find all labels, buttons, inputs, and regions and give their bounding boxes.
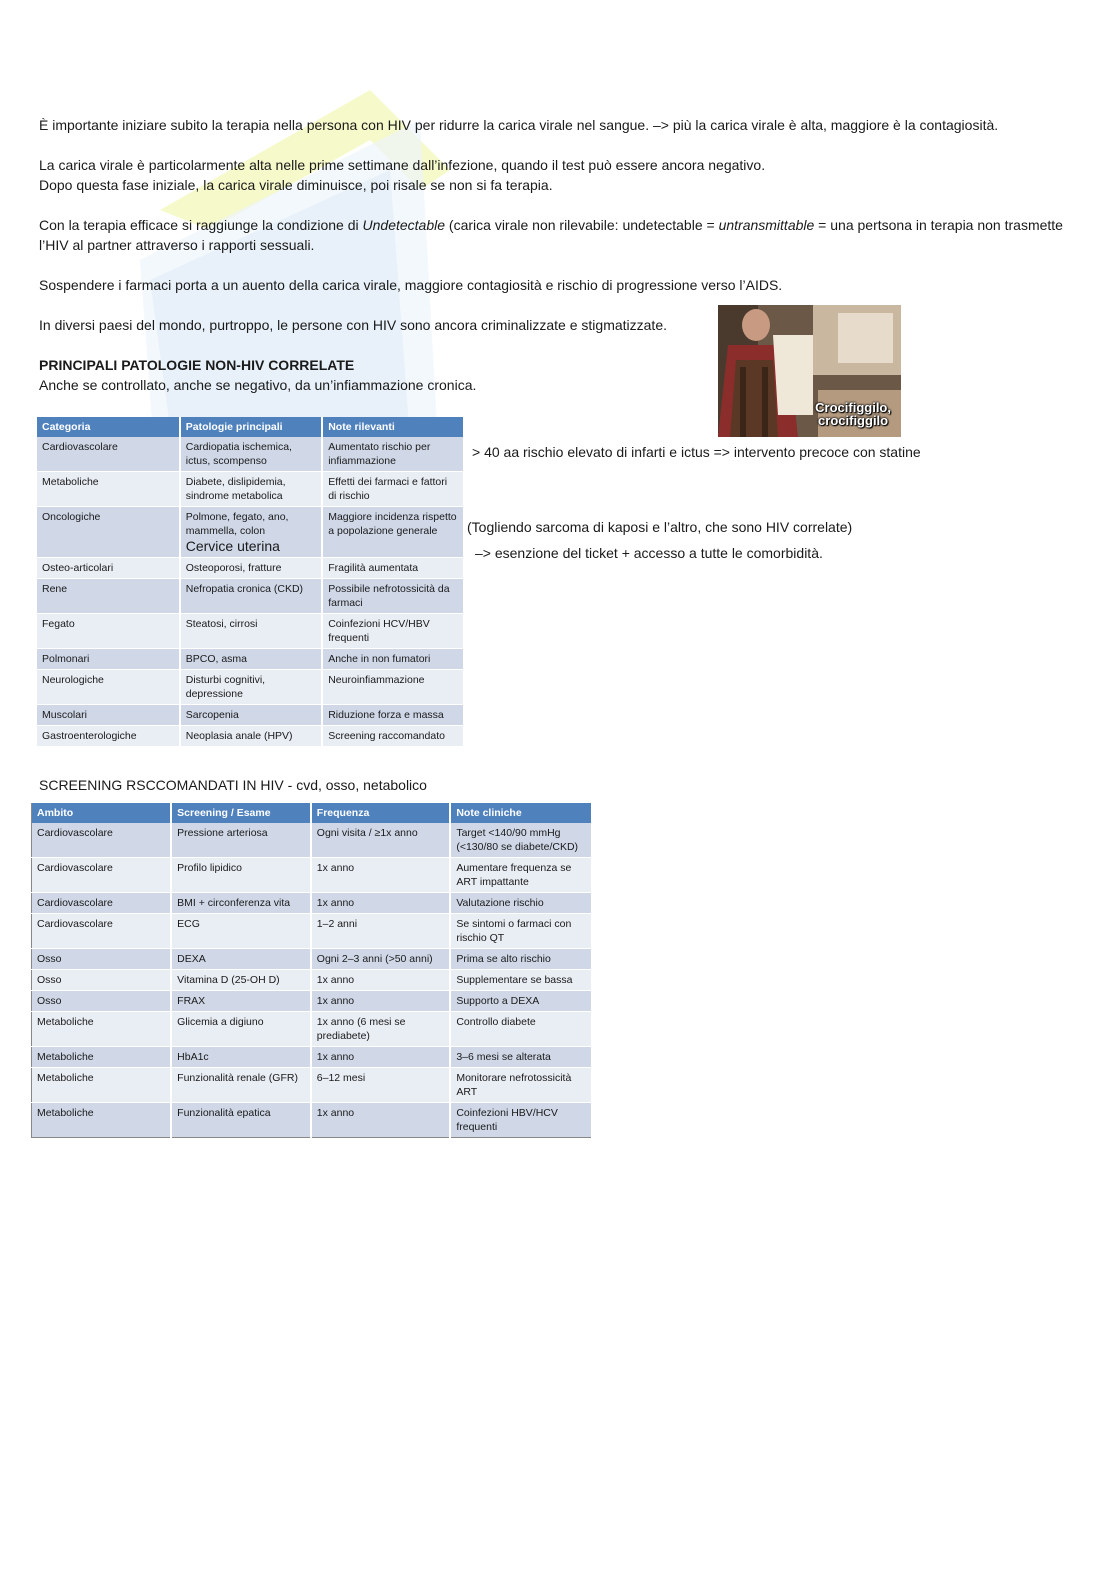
table-cell: Coinfezioni HCV/HBV frequenti [322,614,464,649]
table-row [32,1047,593,1068]
table-cell: Disturbi cognitivi, depressione [180,670,322,705]
column-header: Ambito [32,803,172,823]
table-cell: Cardiovascolare [32,893,172,914]
table-cell: Osso [32,970,172,991]
table-cell: Diabete, dislipidemia, sindrome metabolica [180,472,322,507]
table-row [37,614,464,649]
text-emphasis: untransmittable [718,217,815,233]
paragraph-suspend: Sospendere i farmaci porta a un auento della carica virale, maggiore contagiosità e rischio di progressione verso l’AIDS. [39,277,783,293]
table-cell: Possibile nefrotossicità da farmaci [322,579,464,614]
table-cell: Nefropatia cronica (CKD) [180,579,322,614]
table-cell: Osteoporosi, fratture [180,558,322,579]
table-cell: Ogni 2–3 anni (>50 anni) [311,949,451,970]
paragraph-viral-load: La carica virale è particolarmente alta nelle prime settimane dall’infezione, quando il test può essere ancora negativo. [39,157,766,173]
column-header: Patologie principali [180,417,322,437]
table-cell: 1x anno [311,970,451,991]
table-cell: Metaboliche [32,1068,172,1103]
table-row [32,970,593,991]
table-cell: Metaboliche [32,1012,172,1047]
table-cell: Osso [32,991,172,1012]
table-row [37,472,464,507]
table-cell: Metaboliche [32,1047,172,1068]
table-cell: Cardiopatia ischemica, ictus, scompenso [180,437,322,472]
table-row [32,1012,593,1047]
table-header-row [32,803,593,823]
table-cell: Funzionalità epatica [171,1103,311,1138]
table-row [32,1068,593,1103]
note-hiv-related: (Togliendo sarcoma di kaposi e l’altro, che sono HIV correlate) [467,519,853,535]
table-cell: Se sintomi o farmaci con rischio QT [450,914,592,949]
table-cell: 1x anno [311,1103,451,1138]
table-cell: Neurologiche [37,670,180,705]
table-cell [180,507,322,558]
table-cell: Cardiovascolare [32,858,172,893]
table-cell: 1x anno (6 mesi se prediabete) [311,1012,451,1047]
table-cell: Funzionalità renale (GFR) [171,1068,311,1103]
cell-text: Polmone, fegato, ano, mammella, colon [185,511,289,537]
note-statins: > 40 aa rischio elevato di infarti e ictus => intervento precoce con statine [472,444,921,460]
table-header-row [37,417,464,437]
table-row [32,858,593,893]
column-header: Note rilevanti [322,417,464,437]
table-cell: Oncologiche [37,507,180,558]
text-segment: Con la terapia efficace si raggiunge la condizione di [39,217,363,233]
paragraph-therapy: È importante iniziare subito la terapia nella persona con HIV per ridurre la carica virale nel sangue. –> più la carica virale è alta, maggiore è la contagiosità. [39,117,999,133]
image-caption [815,401,891,427]
table-cell: DEXA [171,949,311,970]
table-row [32,914,593,949]
table-cell: Steatosi, cirrosi [180,614,322,649]
table-cell: Prima se alto rischio [450,949,592,970]
table-cell: FRAX [171,991,311,1012]
table-cell: 1x anno [311,991,451,1012]
table-row [37,579,464,614]
table-cell: Fegato [37,614,180,649]
table-cell: Cardiovascolare [37,437,180,472]
table-cell: HbA1c [171,1047,311,1068]
screening-table [31,803,593,1138]
table-row [37,649,464,670]
text-segment: = una pertsona in terapia non trasmette l’HIV al partner attraverso i rapporti sessuali. [39,217,1063,253]
section-heading-screening: SCREENING RSCCOMANDATI IN HIV - cvd, osso, netabolico [39,777,427,793]
table-row [37,437,464,472]
column-header: Screening / Esame [171,803,311,823]
caption-line: Crocifiggilo, [815,400,891,415]
table-cell: 1x anno [311,893,451,914]
table-cell: Supplementare se bassa [450,970,592,991]
table-row [32,991,593,1012]
table-cell: Gastroenterologiche [37,726,180,747]
paragraph-stigma: In diversi paesi del mondo, purtroppo, le persone con HIV sono ancora criminalizzate e stigmatizzate. [39,317,667,333]
table-cell: Supporto a DEXA [450,991,592,1012]
table-cell: Controllo diabete [450,1012,592,1047]
table-cell: Riduzione forza e massa [322,705,464,726]
table-cell: Osteo-articolari [37,558,180,579]
table-cell: Profilo lipidico [171,858,311,893]
column-header: Categoria [37,417,180,437]
table-cell: Sarcopenia [180,705,322,726]
table-cell: 3–6 mesi se alterata [450,1047,592,1068]
comorbidities-table [37,417,465,747]
paragraph-inflammation: Anche se controllato, anche se negativo, da un’infiammazione cronica. [39,377,477,393]
table-cell: Monitorare nefrotossicità ART [450,1068,592,1103]
table-cell: Vitamina D (25-OH D) [171,970,311,991]
caption-line: crocifiggilo [818,413,889,428]
table-row [37,670,464,705]
table-cell: Ogni visita / ≥1x anno [311,823,451,858]
table-cell: BPCO, asma [180,649,322,670]
text-emphasis: Undetectable [362,217,446,233]
table-cell: Coinfezioni HBV/HCV frequenti [450,1103,592,1138]
table-cell: Rene [37,579,180,614]
table-cell: Effetti dei farmaci e fattori di rischio [322,472,464,507]
table-cell: Neoplasia anale (HPV) [180,726,322,747]
table-cell: Polmonari [37,649,180,670]
table-cell: Glicemia a digiuno [171,1012,311,1047]
table-cell: Valutazione rischio [450,893,592,914]
table-cell: 1–2 anni [311,914,451,949]
table-cell: Aumentato rischio per infiammazione [322,437,464,472]
table-cell: ECG [171,914,311,949]
table-row [32,1103,593,1138]
table-cell: Target <140/90 mmHg (<130/80 se diabete/CKD) [450,823,592,858]
table-cell: Pressione arteriosa [171,823,311,858]
table-row [37,705,464,726]
paragraph-undetectable [39,215,1069,255]
table-row [37,558,464,579]
section-heading-comorbidities: PRINCIPALI PATOLOGIE NON-HIV CORRELATE [39,357,355,373]
table-row [37,726,464,747]
table-cell: Cardiovascolare [32,914,172,949]
table-cell: Metaboliche [37,472,180,507]
table-cell: Aumentare frequenza se ART impattante [450,858,592,893]
movie-still-image [718,305,901,437]
table-cell: Cardiovascolare [32,823,172,858]
table-row [37,507,464,558]
table-cell: Fragilità aumentata [322,558,464,579]
table-cell: Muscolari [37,705,180,726]
table-cell: 1x anno [311,858,451,893]
table-row [32,949,593,970]
table-cell: 1x anno [311,1047,451,1068]
text-segment: (carica virale non rilevabile: undetectable = [445,217,719,233]
column-header: Note cliniche [450,803,592,823]
note-ticket-exemption: –> esenzione del ticket + accesso a tutte le comorbidità. [475,545,823,561]
table-cell: Osso [32,949,172,970]
handwritten-addition: Cervice uterina [185,538,280,554]
table-cell: Screening raccomandato [322,726,464,747]
table-cell: Metaboliche [32,1103,172,1138]
paragraph-initial-phase: Dopo questa fase iniziale, la carica virale diminuisce, poi risale se non si fa terapia. [39,177,553,193]
table-cell: 6–12 mesi [311,1068,451,1103]
table-cell: Neuroinfiammazione [322,670,464,705]
column-header: Frequenza [311,803,451,823]
table-cell: BMI + circonferenza vita [171,893,311,914]
table-cell: Maggiore incidenza rispetto a popolazione generale [322,507,464,558]
table-row [32,893,593,914]
table-cell: Anche in non fumatori [322,649,464,670]
table-row [32,823,593,858]
